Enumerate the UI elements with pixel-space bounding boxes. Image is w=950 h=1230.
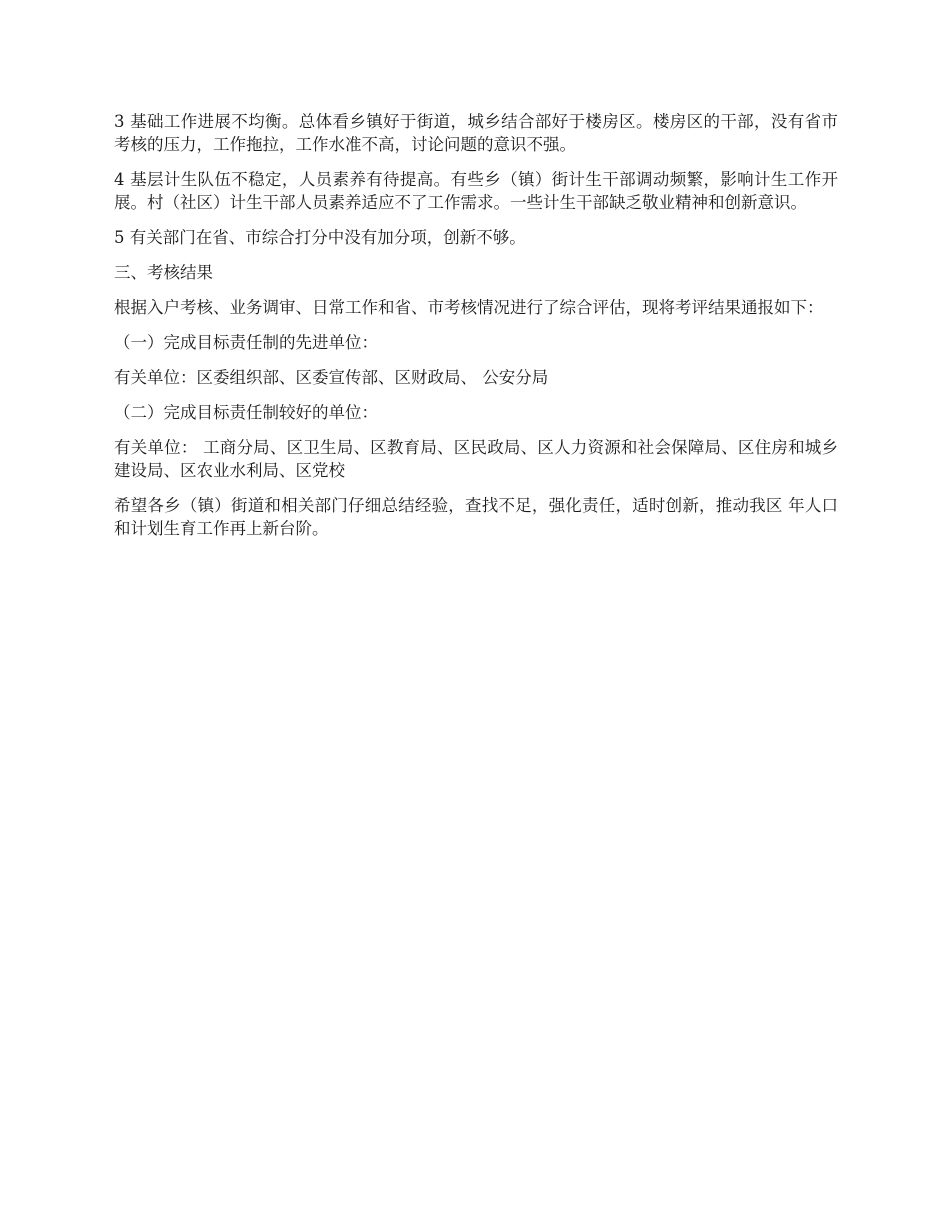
paragraph-point-5: 5 有关部门在省、市综合打分中没有加分项，创新不够。	[114, 228, 526, 247]
paragraph-point-4: 4 基层计生队伍不稳定，人员素养有待提高。有些乡（镇）街计生干部调动频繁，影响计生工作开展。村（社区）计生干部人员素养适应不了工作需求。一些计生干部缺乏敬业精神和创新意识。	[114, 170, 838, 212]
paragraph-good-units: 有关单位： 工商分局、区卫生局、区教育局、区民政局、区人力资源和社会保障局、区住房和城乡建设局、区农业水利局、区党校	[114, 438, 838, 480]
subheading-good-units: （二）完成目标责任制较好的单位：	[114, 403, 378, 422]
paragraph-closing: 希望各乡（镇）街道和相关部门仔细总结经验，查找不足，强化责任，适时创新，推动我区 年人口和计划生育工作再上新台阶。	[114, 496, 838, 538]
subheading-advanced-units: （一）完成目标责任制的先进单位：	[114, 333, 378, 352]
paragraph-advanced-units: 有关单位：区委组织部、区委宣传部、区财政局、 公安分局	[114, 368, 549, 387]
document-body	[114, 110, 838, 552]
section-heading-results: 三、考核结果	[114, 263, 213, 282]
paragraph-point-3: 3 基础工作进展不均衡。总体看乡镇好于街道，城乡结合部好于楼房区。楼房区的干部，没有省市考核的压力，工作拖拉，工作水准不高，讨论问题的意识不强。	[114, 112, 838, 154]
paragraph-results-intro: 根据入户考核、业务调审、日常工作和省、市考核情况进行了综合评估，现将考评结果通报如下：	[114, 298, 824, 317]
